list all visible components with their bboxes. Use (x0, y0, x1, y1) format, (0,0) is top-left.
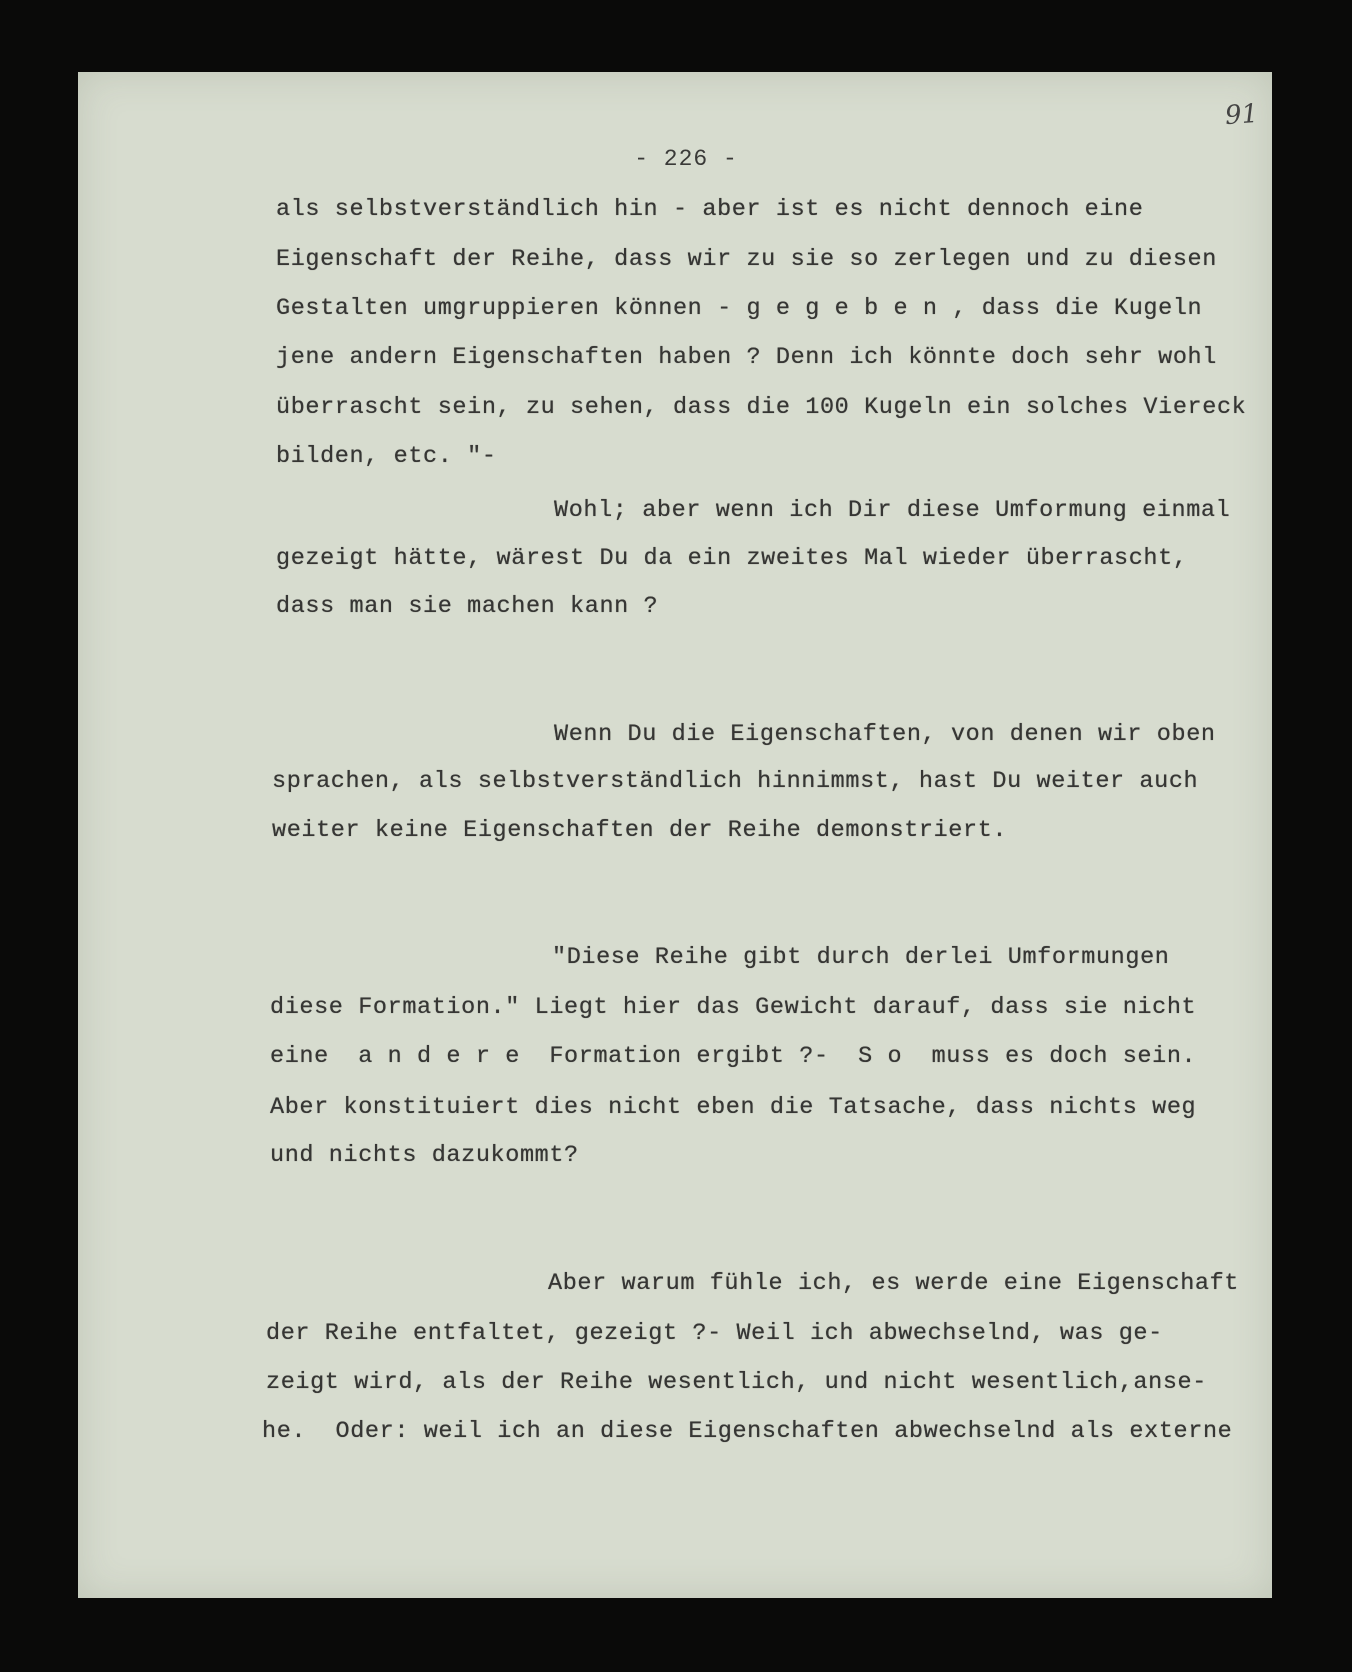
text-line: "Diese Reihe gibt durch derlei Umformungen (552, 944, 1170, 971)
text-line: dass man sie machen kann ? (276, 593, 659, 620)
text-line: Aber konstituiert dies nicht eben die Tatsache, dass nichts weg (270, 1094, 1197, 1121)
text-line: der Reihe entfaltet, gezeigt ?- Weil ich abwechselnd, was ge- (266, 1320, 1163, 1347)
text-line: Aber warum fühle ich, es werde eine Eigenschaft (548, 1270, 1240, 1297)
text-line: jene andern Eigenschaften haben ? Denn ich könnte doch sehr wohl (276, 344, 1217, 371)
text-line: gezeigt hätte, wärest Du da ein zweites Mal wieder überrascht, (276, 545, 1188, 572)
text-line: überrascht sein, zu sehen, dass die 100 Kugeln ein solches Viereck (276, 394, 1247, 421)
text-line: Eigenschaft der Reihe, dass wir zu sie so zerlegen und zu diesen (276, 246, 1217, 273)
text-line: weiter keine Eigenschaften der Reihe demonstriert. (272, 817, 1008, 844)
text-line: diese Formation." Liegt hier das Gewicht darauf, dass sie nicht (270, 994, 1197, 1021)
text-line: als selbstverständlich hin - aber ist es nicht dennoch eine (276, 196, 1144, 223)
text-line: Wohl; aber wenn ich Dir diese Umformung einmal (554, 497, 1231, 524)
page-number: - 226 - (634, 146, 738, 172)
text-line: Gestalten umgruppieren können - g e g e b e n , dass die Kugeln (276, 295, 1203, 322)
folio-number: 91 (1223, 98, 1260, 132)
text-line: bilden, etc. "- (276, 443, 497, 470)
text-line: Wenn Du die Eigenschaften, von denen wir oben (554, 721, 1216, 748)
text-line: und nichts dazukommt? (270, 1142, 579, 1169)
text-line: he. Oder: weil ich an diese Eigenschaften abwechselnd als externe (262, 1418, 1233, 1445)
text-line: sprachen, als selbstverständlich hinnimmst, hast Du weiter auch (272, 768, 1199, 795)
text-line: zeigt wird, als der Reihe wesentlich, und nicht wesentlich,anse- (266, 1369, 1207, 1396)
text-line: eine a n d e r e Formation ergibt ?- S o muss es doch sein. (270, 1043, 1197, 1070)
